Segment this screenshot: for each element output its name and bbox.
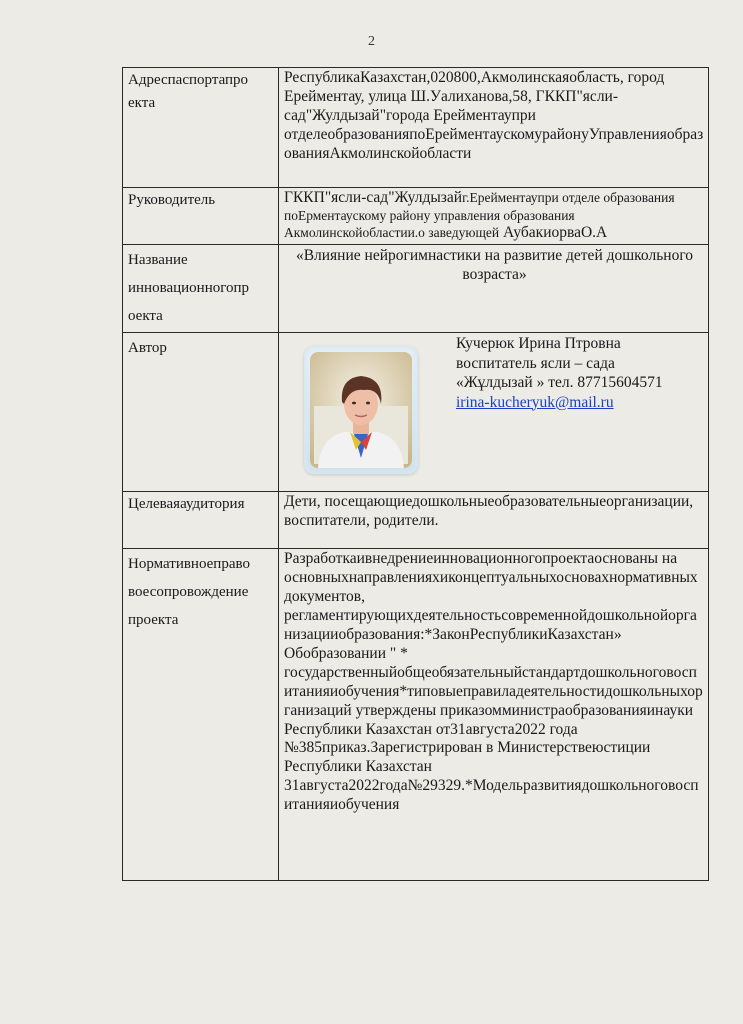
value-normative: Разработкаивнедрениеинновационногопроектаоснованы на основныхнаправленияхиконцептуальныхосновахнормативныхдокументов, регламентирующихдеятельностьсовременнойдошкольнойорганизацииобразования:*ЗаконРеспубликиКазахстан» Обобразовании " * государственныйобщеобязательныйстандартдошкольноговоспитанияиобучения*типовыеправиладеятельностидошкольныхорганизаций утверждены приказомминистраобразованияинауки Республики Казахстан от31августа2022 года №385приказ.Зарегистрирован в Министерствеюстиции Республики Казахстан 31августа2022года№29329.*Модельразвитиядошкольноговоспитанияиобучения [279, 549, 709, 881]
label-line: воесопровождение [128, 584, 249, 601]
leader-details: г.Ерейментаупри отделе образования поЕрментаускому району управления образования Акмолинскойобластии.о заведующей [284, 190, 675, 240]
label-line: Руководитель [128, 192, 216, 208]
project-passport-table [122, 67, 709, 881]
label-line: инновационногопр [128, 280, 250, 297]
label-line: Название [128, 252, 188, 269]
row-project-title [123, 245, 709, 333]
author-position: воспитатель ясли – сада [456, 354, 615, 372]
author-name: Кучерюк Ирина Птровна [456, 335, 621, 353]
label-author [123, 333, 279, 492]
label-line: Адреспаспортапро [128, 72, 249, 88]
label-line: Целеваяаудитория [128, 496, 245, 513]
row-leader [123, 188, 709, 245]
label-line: екта [128, 95, 156, 111]
label-audience [123, 492, 279, 549]
label-line: оекта [128, 308, 163, 325]
page-number: 2 [368, 34, 375, 49]
leader-name: АубакиорваО.А [499, 223, 608, 241]
row-audience [123, 492, 709, 549]
author-photo [304, 346, 418, 474]
row-normative [123, 549, 709, 881]
leader-org: ГККП"ясли-сад"Жулдызай [284, 189, 463, 206]
label-normative [123, 549, 279, 881]
label-leader [123, 188, 279, 245]
value-leader [279, 188, 709, 245]
value-author [279, 333, 709, 492]
author-info [456, 334, 696, 412]
value-audience: Дети, посещающиедошкольныеобразовательныеорганизации, воспитатели, родители. [279, 492, 709, 549]
label-address [123, 68, 279, 188]
value-project-title: «Влияние нейрогимнастики на развитие детей дошкольного возраста» [279, 245, 709, 333]
row-address [123, 68, 709, 188]
author-email-link[interactable]: irina-kucheryuk@mail.ru [456, 393, 614, 411]
value-address: РеспубликаКазахстан,020800,Акмолинскаяобласть, город Ерейментау, улица Ш.Уалиханова,58, ГККП"ясли-сад"Жулдызай"города Ерейментаупри отделеобразованияпоЕрейментаускомурайонуУправленияобразованияАкмолинскойобласти [279, 68, 709, 188]
author-org-phone: «Жұлдызай » тел. 87715604571 [456, 374, 663, 392]
label-line: Нормативноеправо [128, 556, 250, 573]
label-project-title [123, 245, 279, 333]
label-line: Автор [128, 340, 167, 357]
row-author [123, 333, 709, 492]
label-line: проекта [128, 612, 179, 629]
